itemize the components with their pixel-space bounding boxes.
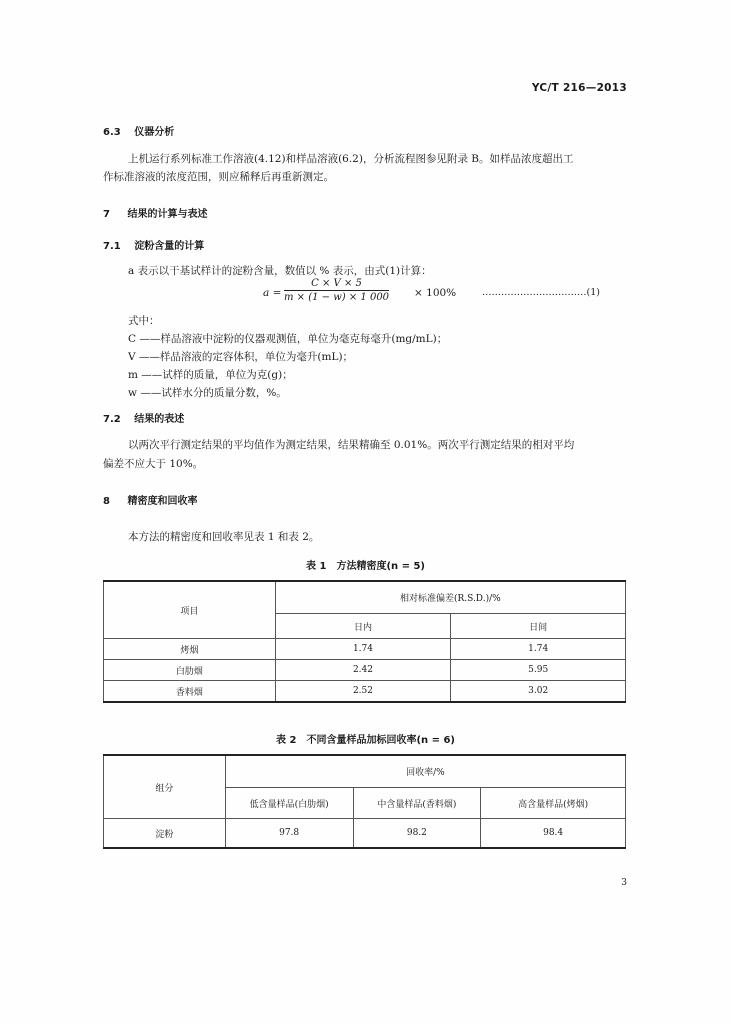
- section-title: 淀粉含量的计算: [134, 241, 205, 252]
- table-2: [103, 754, 626, 849]
- paragraph-line: 偏差不应大于 10%。: [103, 458, 204, 470]
- table-row: [104, 639, 626, 660]
- where-label: 式中：: [128, 315, 160, 327]
- section-7-1-heading: [103, 237, 204, 252]
- section-title: 结果的表述: [134, 414, 185, 425]
- table-cell: 白肋烟: [104, 660, 276, 681]
- table-cell: 98.4: [481, 819, 626, 849]
- table-cell: 97.8: [225, 819, 353, 849]
- formula-denominator: m × (1 − w) × 1 000: [284, 292, 390, 303]
- table-header-col: 高含量样品(烤烟): [481, 788, 626, 819]
- table-1: [103, 580, 626, 703]
- formula-fraction: [284, 278, 389, 303]
- table-cell: 香料烟: [104, 681, 276, 703]
- table-header-col: 日内: [275, 614, 451, 639]
- section-title: 结果的计算与表述: [127, 209, 208, 220]
- table-row: [104, 681, 626, 703]
- formula-number: ……………………………(1): [482, 287, 600, 298]
- variable-definition: V ——样品溶液的定容体积，单位为毫升(mL)；: [128, 351, 354, 363]
- variable-definition: w ——试样水分的质量分数，%。: [128, 387, 287, 399]
- table-1-caption: 表 1 方法精密度(n = 5): [306, 561, 425, 572]
- section-7-heading: [103, 205, 207, 220]
- table-cell: 1.74: [275, 639, 451, 660]
- section-number: 6.3: [103, 127, 121, 138]
- paragraph-line: 上机运行系列标准工作溶液(4.12)和样品溶液(6.2)，分析流程图参见附录 B。如样品浓度超出工: [128, 153, 574, 165]
- table-cell: 淀粉: [104, 819, 226, 849]
- table-cell: 2.52: [275, 681, 451, 703]
- table-cell: 1.74: [451, 639, 626, 660]
- table-cell: 3.02: [451, 681, 626, 703]
- section-title: 仪器分析: [134, 127, 175, 138]
- paragraph-line: 作标准溶液的浓度范围，则应稀释后再重新测定。: [103, 171, 334, 183]
- table-cell: 5.95: [451, 660, 626, 681]
- section-7-2-heading: [103, 410, 184, 425]
- table-row: [104, 819, 626, 849]
- paragraph-line: 以两次平行测定结果的平均值作为测定结果，结果精确至 0.01%。两次平行测定结果的相对平均: [128, 439, 575, 451]
- table-cell: 2.42: [275, 660, 451, 681]
- section-title: 精密度和回收率: [127, 496, 198, 507]
- table-header-group: 回收率/%: [225, 755, 625, 788]
- table-header-item: 组分: [104, 755, 226, 819]
- section-number: 7.1: [103, 241, 121, 252]
- table-header-item: 项目: [104, 581, 276, 639]
- section-6-3-heading: [103, 123, 174, 138]
- variable-definition: C ——样品溶液中淀粉的仪器观测值，单位为毫克每毫升(mg/mL)；: [128, 333, 448, 345]
- formula-rhs: × 100%: [414, 287, 457, 299]
- standard-number: YC/T 216—2013: [531, 82, 627, 94]
- variable-definition: m ——试样的质量，单位为克(g)；: [128, 369, 293, 381]
- table-header-col: 日间: [451, 614, 626, 639]
- formula-lhs: a =: [263, 287, 282, 299]
- section-number: 7: [103, 209, 110, 220]
- paragraph-line: 本方法的精密度和回收率见表 1 和表 2。: [128, 531, 320, 543]
- page-number: 3: [621, 878, 627, 888]
- formula-numerator: C × V × 5: [284, 278, 389, 291]
- section-number: 8: [103, 496, 110, 507]
- table-header-col: 低含量样品(白肋烟): [225, 788, 353, 819]
- table-cell: 烤烟: [104, 639, 276, 660]
- section-number: 7.2: [103, 414, 121, 425]
- section-8-heading: [103, 492, 197, 507]
- table-row: [104, 660, 626, 681]
- table-cell: 98.2: [353, 819, 481, 849]
- paragraph-line: a 表示以干基试样计的淀粉含量，数值以 % 表示，由式(1)计算：: [128, 265, 432, 277]
- table-header-group: 相对标准偏差(R.S.D.)/%: [275, 581, 625, 614]
- table-2-caption: 表 2 不同含量样品加标回收率(n = 6): [276, 735, 455, 746]
- table-header-col: 中含量样品(香料烟): [353, 788, 481, 819]
